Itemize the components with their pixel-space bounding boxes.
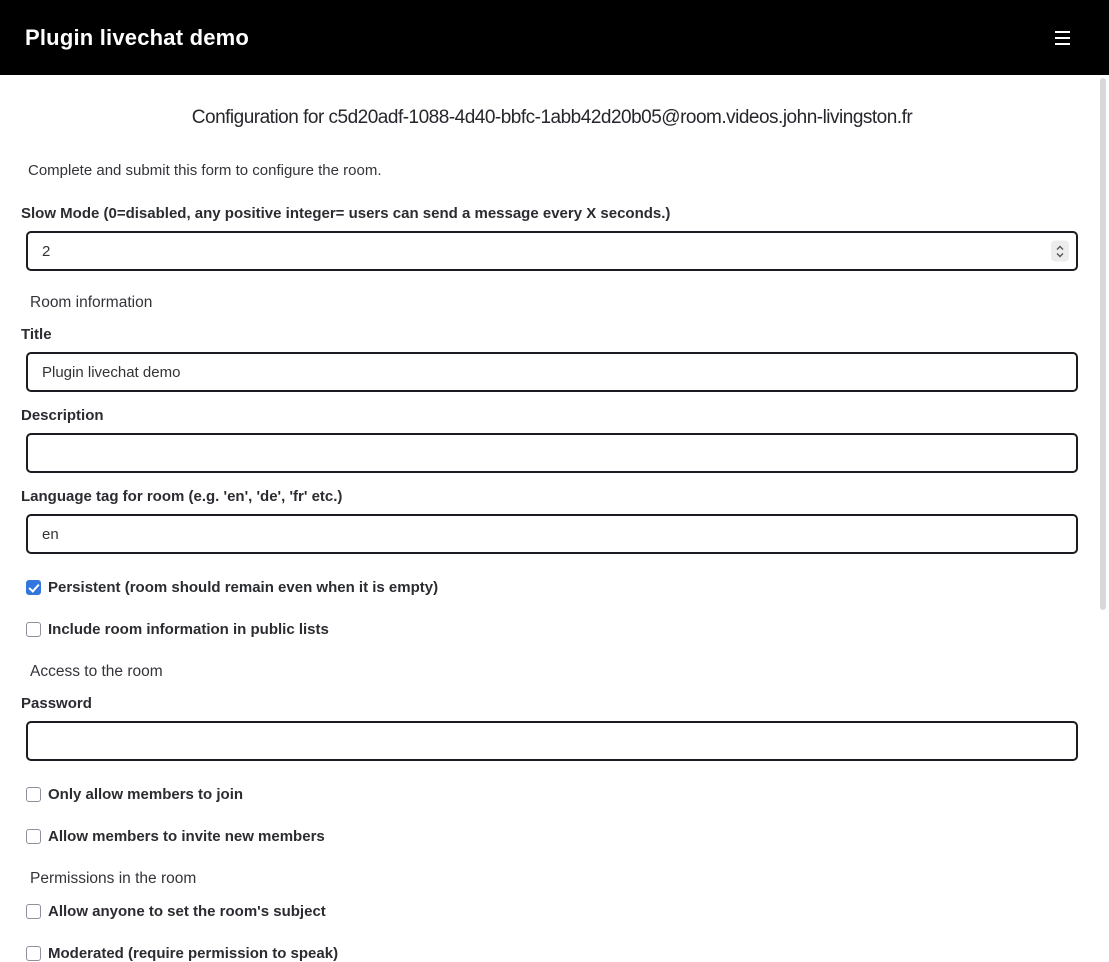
room-config-form: [21, 205, 1078, 962]
members-only-checkbox-row[interactable]: [26, 786, 1078, 803]
chevron-down-icon: [1056, 252, 1064, 257]
title-input[interactable]: [26, 352, 1078, 392]
hamburger-icon: [1055, 37, 1070, 39]
hamburger-icon: [1055, 43, 1070, 45]
language-input[interactable]: [26, 514, 1078, 554]
members-invite-checkbox[interactable]: [26, 829, 41, 844]
members-invite-checkbox-row[interactable]: [26, 828, 1078, 845]
page-title: Configuration for c5d20adf-1088-4d40-bbfc-1abb42d20b05@room.videos.john-livingston.fr: [191, 107, 913, 128]
slow-mode-label: Slow Mode (0=disabled, any positive integer= users can send a message every X seconds.): [21, 205, 671, 222]
section-legend-permissions: Permissions in the room: [30, 870, 197, 887]
hamburger-menu-button[interactable]: [1053, 27, 1072, 49]
password-input[interactable]: [26, 721, 1078, 761]
title-label: Title: [21, 326, 52, 343]
form-instructions: Complete and submit this form to configure the room.: [28, 162, 382, 179]
hamburger-icon: [1055, 31, 1070, 33]
change-subject-checkbox-row[interactable]: [26, 903, 1078, 920]
members-only-checkbox-label: Only allow members to join: [48, 786, 244, 803]
moderated-checkbox[interactable]: [26, 946, 41, 961]
change-subject-checkbox-label: Allow anyone to set the room's subject: [48, 903, 326, 920]
section-legend-access: Access to the room: [30, 663, 163, 680]
moderated-checkbox-label: Moderated (require permission to speak): [48, 945, 339, 962]
description-label: Description: [21, 407, 104, 424]
slow-mode-field-wrap: [26, 231, 1078, 271]
description-input[interactable]: [26, 433, 1078, 473]
persistent-checkbox-row[interactable]: [26, 579, 1078, 596]
change-subject-checkbox[interactable]: [26, 904, 41, 919]
slow-mode-input[interactable]: [26, 231, 1078, 271]
moderated-checkbox-row[interactable]: [26, 945, 1078, 962]
persistent-checkbox[interactable]: [26, 580, 41, 595]
section-legend-room-information: Room information: [30, 294, 153, 311]
chevron-up-icon: [1056, 245, 1064, 250]
public-list-checkbox-label: Include room information in public lists: [48, 621, 329, 638]
public-list-checkbox-row[interactable]: [26, 621, 1078, 638]
password-label: Password: [21, 695, 92, 712]
app-header: [0, 0, 1109, 75]
public-list-checkbox[interactable]: [26, 622, 41, 637]
app-title: Plugin livechat demo: [25, 24, 250, 50]
number-stepper[interactable]: [1051, 241, 1069, 262]
language-label: Language tag for room (e.g. 'en', 'de', 'fr' etc.): [21, 488, 343, 505]
room-config-page: [0, 105, 1109, 962]
members-invite-checkbox-label: Allow members to invite new members: [48, 828, 325, 845]
vertical-scrollbar[interactable]: [1100, 78, 1106, 610]
persistent-checkbox-label: Persistent (room should remain even when it is empty): [48, 579, 439, 596]
members-only-checkbox[interactable]: [26, 787, 41, 802]
